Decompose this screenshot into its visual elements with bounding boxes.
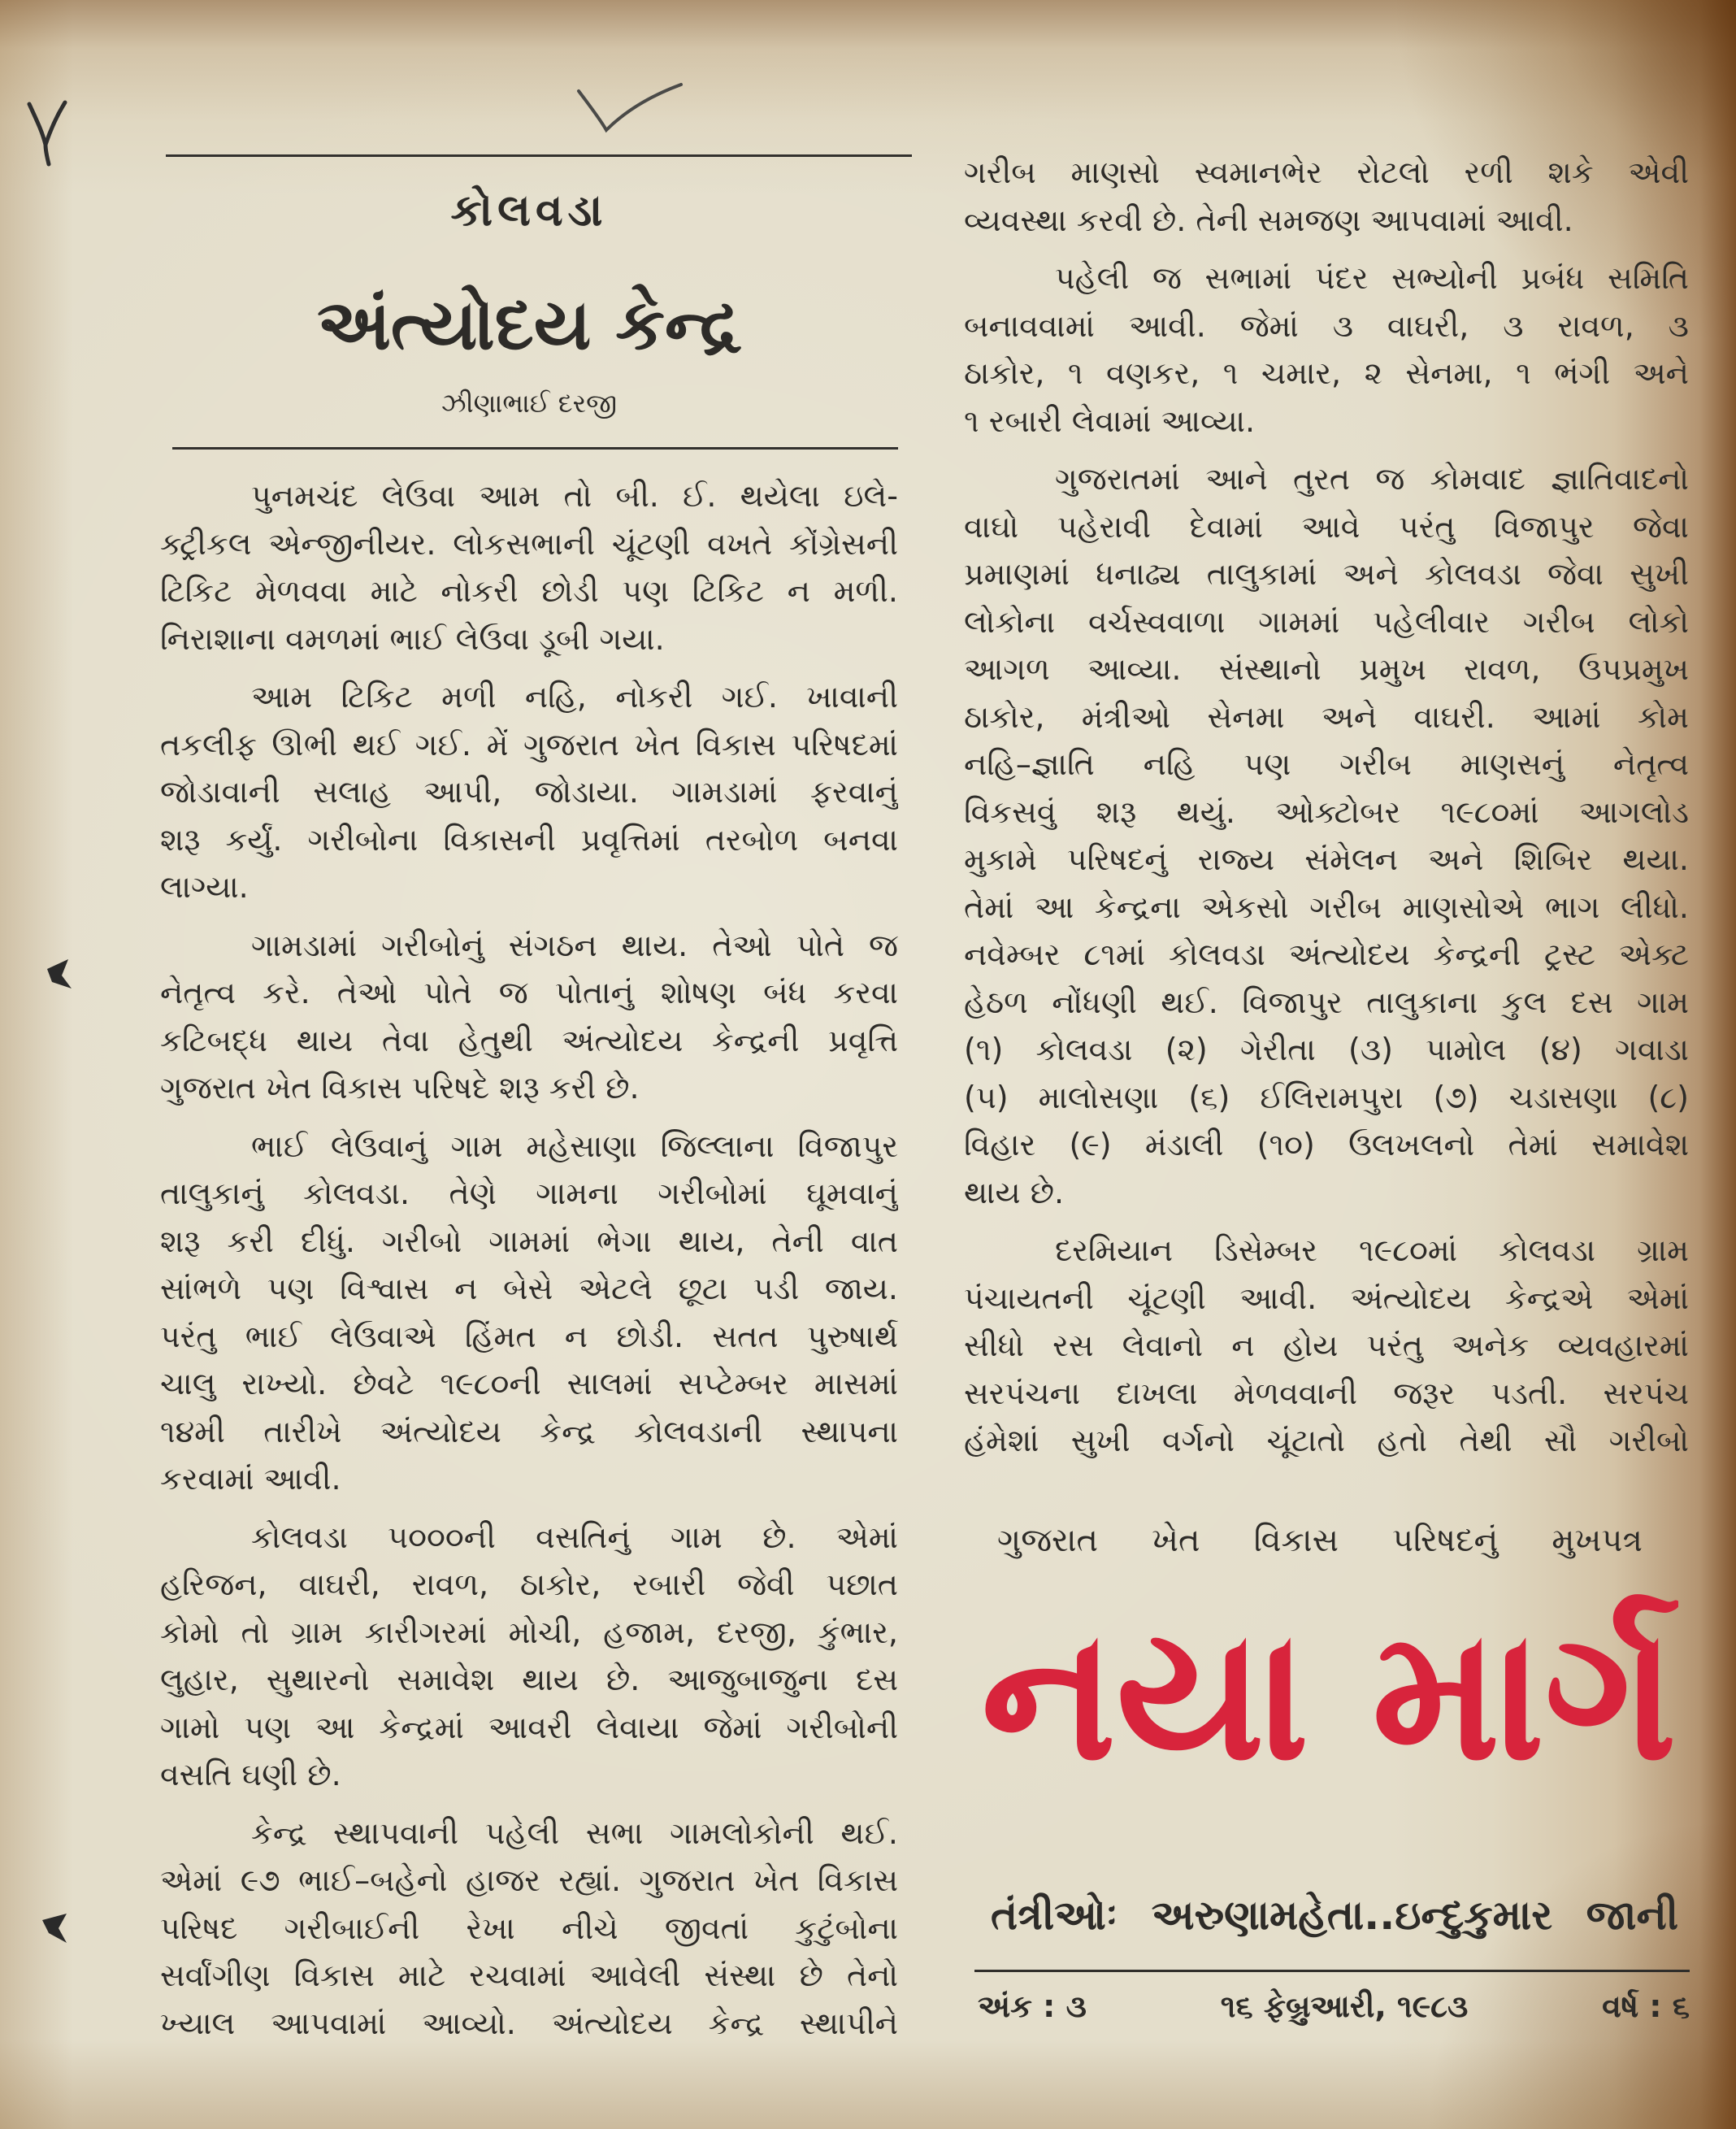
text-line: હેઠળ નોંધણી થઈ. વિજાપુર તાલુકાના કુલ દસ ગામ xyxy=(964,984,1689,1020)
text-line: પરિષદ ગરીબાઈની રેખા નીચે જીવતાં કુટુંબોના xyxy=(160,1910,898,1946)
text-line: ૧ રબારી લેવામાં આવ્યા. xyxy=(964,402,1256,439)
text-line: શરૂ કર્યું. ગરીબોના વિકાસની પ્રવૃત્તિમાં તરબોળ બનવા xyxy=(160,821,898,858)
text-line: વસતિ ઘણી છે. xyxy=(160,1757,341,1792)
text-line: આમ ટિકિટ મળી નહિ, નોકરી ગઈ. ખાવાની xyxy=(251,679,898,715)
article-column-right xyxy=(964,149,1689,1465)
text-line: લુહાર, સુથારનો સમાવેશ થાય છે. આજુબાજુના દસ xyxy=(160,1662,898,1697)
text-line: એમાં ૯૭ ભાઈ–બહેનો હાજર રહ્યાં. ગુજરાત ખેત વિકાસ xyxy=(160,1862,898,1898)
text-line: સરપંચના દાખલા મેળવવાની જરૂર પડતી. સરપંચ xyxy=(964,1375,1689,1411)
masthead-rule xyxy=(974,1970,1690,1972)
article-paragraph xyxy=(964,1227,1689,1465)
text-line: હંમેશાં સુખી વર્ગનો ચૂંટાતો હતો તેથી સૌ ગરીબો xyxy=(964,1423,1689,1458)
column-top-rule xyxy=(166,154,912,157)
text-line: પુનમચંદ લેઉવા આમ તો બી. ઈ. થયેલા ઇલે- xyxy=(251,478,898,514)
text-line: વિહાર (૯) મંડાલી (૧૦) ઉલખલનો તેમાં સમાવેશ xyxy=(964,1127,1689,1162)
text-line: વિકસવું શરૂ થયું. ઓક્ટોબર ૧૯૮૦માં આગલોડ xyxy=(964,793,1689,830)
text-line: બનાવવામાં આવી. જેમાં ૩ વાઘરી, ૩ રાવળ, ૩ xyxy=(964,307,1689,344)
article-place-heading: કોલવડા xyxy=(450,185,608,236)
masthead-title: નયા માર્ગ xyxy=(981,1588,1677,1801)
text-line: નહિ–જ્ઞાતિ નહિ પણ ગરીબ માણસનું નેતૃત્વ xyxy=(964,746,1689,782)
text-line: લાગ્યા. xyxy=(160,869,249,905)
article-byline: ઝીણાભાઈ દરજી xyxy=(441,388,618,419)
text-line: ઠાકોર, ૧ વણકર, ૧ ચમાર, ૨ સેનમા, ૧ ભંગી અને xyxy=(964,355,1689,391)
text-line: નિરાશાના વમળમાં ભાઈ લેઉવા ડૂબી ગયા. xyxy=(160,620,665,657)
text-line: કેન્દ્ર સ્થાપવાની પહેલી સભા ગામલોકોની થઈ. xyxy=(251,1814,898,1851)
text-line: વ્યવસ્થા કરવી છે. તેની સમજણ આપવામાં આવી. xyxy=(964,202,1573,238)
text-line: કોમો તો ગ્રામ કારીગરમાં મોચી, હજામ, દરજી, કુંભાર, xyxy=(160,1614,898,1650)
text-line: નવેમ્બર ૮૧માં કોલવડા અંત્યોદય કેન્દ્રની ટ્રસ્ટ એક્ટ xyxy=(964,936,1689,972)
text-line: વાઘો પહેરાવી દેવામાં આવે પરંતુ વિજાપુર જેવા xyxy=(964,508,1689,545)
article-column-left xyxy=(160,472,898,2047)
issue-date: ૧૬ ફેબ્રુઆરી, ૧૯૮૩ xyxy=(1220,1988,1469,2024)
article-paragraph xyxy=(964,254,1689,445)
text-line: પરંતુ ભાઈ લેઉવાએ હિંમત ન છોડી. સતત પુરુષાર્થ xyxy=(160,1318,898,1354)
text-line: ભાઈ લેઉવાનું ગામ મહેસાણા જિલ્લાના વિજાપુર xyxy=(251,1128,898,1164)
text-line: ગામડામાં ગરીબોનું સંગઠન થાય. તેઓ પોતે જ xyxy=(251,927,898,963)
text-line: ચાલુ રાખ્યો. છેવટે ૧૯૮૦ની સાલમાં સપ્ટેમ્બર માસમાં xyxy=(160,1366,898,1401)
text-line: કોલવડા ૫૦૦૦ની વસતિનું ગામ છે. એમાં xyxy=(251,1519,898,1555)
byline-rule xyxy=(172,447,898,450)
text-line: સાંભળે પણ વિશ્વાસ ન બેસે એટલે છૂટા પડી જાય. xyxy=(160,1271,898,1306)
text-line: ગરીબ માણસો સ્વમાનભેર રોટલો રળી શકે એવી xyxy=(964,154,1689,190)
text-line: ખ્યાલ આપવામાં આવ્યો. અંત્યોદય કેન્દ્ર સ્થાપીને xyxy=(160,2005,898,2041)
text-line: આગળ આવ્યા. સંસ્થાનો પ્રમુખ રાવળ, ઉપપ્રમુખ xyxy=(964,651,1689,687)
text-line: ગુજરાત ખેત વિકાસ પરિષદે શરૂ કરી છે. xyxy=(160,1070,640,1106)
issue-number: અંક : ૩ xyxy=(978,1988,1087,2024)
masthead-editors: તંત્રીઓઃ અરુણામહેતા..ઇન્દુકુમાર જાની xyxy=(991,1892,1678,1939)
handwritten-y-mark xyxy=(29,102,65,164)
text-line: ટિકિટ મેળવવા માટે નોકરી છોડી પણ ટિકિટ ન મળી. xyxy=(160,573,898,609)
article-paragraph xyxy=(964,455,1689,1216)
text-line: લોકોના વર્ચસ્વવાળા ગામમાં પહેલીવાર ગરીબ લોકો xyxy=(964,603,1689,640)
text-line: શરૂ કરી દીધું. ગરીબો ગામમાં ભેગા થાય, તેની વાત xyxy=(160,1223,898,1259)
text-line: ક્ટ્રીકલ એન્જીનીયર. લોકસભાની ચૂંટણી વખતે કોંગ્રેસની xyxy=(160,525,898,562)
article-paragraph xyxy=(160,1123,898,1503)
text-line: ઠાકોર, મંત્રીઓ સેનમા અને વાઘરી. આમાં કોમ xyxy=(964,698,1689,735)
text-line: જોડાવાની સલાહ આપી, જોડાયા. ગામડામાં ફરવાનું xyxy=(160,774,898,810)
article-paragraph xyxy=(160,1514,898,1799)
ink-blot xyxy=(47,959,72,988)
article-paragraph xyxy=(160,1810,898,2048)
text-line: પ્રમાણમાં ધનાઢ્ય તાલુકામાં અને કોલવડા જેવા સુખી xyxy=(964,556,1689,592)
text-line: કટિબદ્ધ થાય તેવા હેતુથી અંત્યોદય કેન્દ્રની પ્રવૃત્તિ xyxy=(160,1022,898,1058)
text-line: તાલુકાનું કોલવડા. તેણે ગામના ગરીબોમાં ઘૂમવાનું xyxy=(160,1175,898,1211)
article-paragraph xyxy=(964,149,1689,244)
text-line: ૧૪મી તારીખે અંત્યોદય કેન્દ્ર કોલવડાની સ્થાપના xyxy=(160,1413,898,1449)
text-line: પંચાયતની ચૂંટણી આવી. અંત્યોદય કેન્દ્રએ એમાં xyxy=(964,1280,1689,1316)
text-line: ગુજરાતમાં આને તુરત જ કોમવાદ જ્ઞાતિવાદનો xyxy=(1055,461,1689,497)
article-paragraph xyxy=(160,922,898,1112)
ink-blot xyxy=(42,1914,67,1943)
article-title: અંત્યોદય કેન્દ્ર xyxy=(317,285,741,366)
text-line: થાય છે. xyxy=(964,1174,1065,1210)
handwritten-check-mark xyxy=(579,85,681,130)
text-line: મુકામે પરિષદનું રાજ્ય સંમેલન અને શિબિર થયા. xyxy=(964,841,1689,877)
text-line: તેમાં આ કેન્દ્રના એકસો ગરીબ માણસોએ ભાગ લીધો. xyxy=(964,889,1689,925)
volume-year: વર્ષ : ૬ xyxy=(1602,1988,1690,2024)
text-line: તકલીફ ઊભી થઈ ગઈ. મેં ગુજરાત ખેત વિકાસ પરિષદમાં xyxy=(160,726,898,763)
text-line: (૧) કોલવડા (૨) ગેરીતા (૩) પામોલ (૪) ગવાડા xyxy=(964,1032,1689,1067)
text-line: કરવામાં આવી. xyxy=(160,1461,341,1497)
text-line: સર્વાંગીણ વિકાસ માટે રચવામાં આવેલી સંસ્થા છે તેનો xyxy=(160,1957,898,1993)
text-line: (૫) માલોસણા (૬) ઈલિરામપુરા (૭) ચડાસણા (૮) xyxy=(964,1079,1689,1115)
text-line: નેતૃત્વ કરે. તેઓ પોતે જ પોતાનું શોષણ બંધ કરવા xyxy=(160,975,898,1010)
text-line: ગામો પણ આ કેન્દ્રમાં આવરી લેવાયા જેમાં ગરીબોની xyxy=(160,1709,898,1745)
text-line: હરિજન, વાઘરી, રાવળ, ઠાકોર, રબારી જેવી પછાત xyxy=(160,1566,898,1602)
article-paragraph xyxy=(160,673,898,911)
text-line: દરમિયાન ડિસેમ્બર ૧૯૮૦માં કોલવડા ગ્રામ xyxy=(1055,1232,1689,1268)
issue-info-bar xyxy=(978,1983,1690,2029)
masthead-tagline: ગુજરાત ખેત વિકાસ પરિષદનું મુખપત્ર xyxy=(997,1522,1643,1559)
text-line: પહેલી જ સભામાં પંદર સભ્યોની પ્રબંધ સમિતિ xyxy=(1055,260,1689,296)
article-paragraph xyxy=(160,472,898,663)
text-line: સીધો રસ લેવાનો ન હોય પરંતુ અનેક વ્યવહારમાં xyxy=(964,1327,1689,1363)
